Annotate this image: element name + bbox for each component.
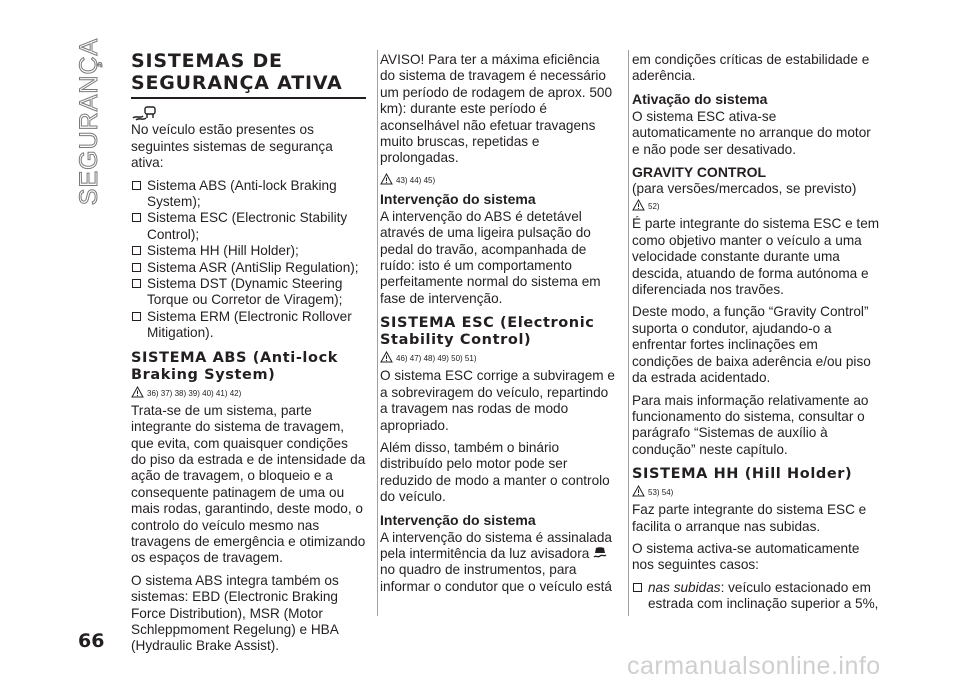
gravity-control-heading: GRAVITY CONTROL: [632, 164, 767, 181]
column-1: [131, 50, 366, 661]
list-item: Sistema HH (Hill Holder);: [131, 243, 366, 259]
gravity-paragraph-3: Para mais informação relativamente ao funcionamento do sistema, consultar o parágrafo “Sistemas de auxílio à condução” neste capítulo.: [632, 392, 869, 457]
esc-paragraph-2: Além disso, também o binário distribuído pelo motor pode ser reduzido de modo a manter o controlo do veículo.: [380, 439, 610, 505]
esc-intervention-text: A intervenção do sistema é assinalada pela intermitência da luz avisadora no quadro de instrumentos, para informar o condutor que o veículo está: [380, 529, 612, 594]
warning-triangle-icon: [632, 199, 645, 211]
list-item: Sistema ERM (Electronic Rollover Mitigation).: [131, 309, 366, 342]
abs-paragraph-1: Trata-se de um sistema, parte integrante do sistema de travagem, que evita, com quaisquer condições do piso da estrada e de intensidade da ação de travagem, o bloqueio e a consequente patinagem de uma ou mais rodas, garantindo, deste modo, o controlo do veículo mesmo nas travagens de emergência e otimizando os espaços de travagem.: [131, 402, 366, 566]
section-side-tab-label: SEGURANÇA: [75, 37, 104, 205]
activation-heading: Ativação do sistema: [632, 90, 768, 107]
list-item: Sistema ESC (Electronic Stability Control);: [131, 210, 366, 243]
warning-triangle-icon: [632, 485, 645, 497]
gravity-paragraph-2: Deste modo, a função “Gravity Control” suporta o condutor, ajudando-o a enfrentar fortes inclinações em condições de baixa aderência e/ou piso da estrada acidentado.: [632, 304, 871, 386]
warning-refs: [131, 386, 366, 398]
list-item: nas subidas: veículo estacionado em estrada com inclinação superior a 5%,: [632, 580, 882, 613]
warning-triangle-icon: [380, 351, 393, 363]
column-3: [632, 52, 882, 613]
esc-heading: SISTEMA ESC (Electronic Stability Control): [380, 315, 595, 349]
section-side-tab: [70, 37, 110, 205]
braking-notice: AVISO! Para ter a máxima eficiência do sistema de travagem é necessário um período de rodagem de aprox. 500 km): durante este período é aconselhável não efetuar travagens muito bruscas, repetidas e prolongadas.: [380, 52, 613, 166]
systems-list: [131, 178, 366, 342]
checkbox-bullet-icon: [633, 583, 642, 592]
intervention-heading: Intervenção do sistema: [380, 190, 536, 207]
warning-refs-text: 53) 54): [648, 488, 674, 498]
esc-warning-lamp-icon: [593, 546, 607, 560]
hh-heading: SISTEMA HH (Hill Holder): [632, 466, 853, 483]
hh-paragraph-1: Faz parte integrante do sistema ESC e facilita o arranque nas subidas.: [632, 502, 867, 534]
gravity-paragraph-1: É parte integrante do sistema ESC e tem como objetivo manter o veículo a uma velocidade constante durante uma descida, atuando de forma autónoma e diferenciada nos travões.: [632, 216, 880, 298]
checkbox-bullet-icon: [132, 263, 141, 272]
title-underline: [131, 97, 366, 99]
footer-watermark: carmanualsonline.info: [627, 652, 881, 680]
gravity-control-scope: (para versões/mercados, se previsto): [632, 181, 857, 197]
warning-refs-text: 36) 37) 38) 39) 40) 41) 42): [147, 388, 242, 398]
checkbox-bullet-icon: [132, 213, 141, 222]
abs-heading: SISTEMA ABS (Anti-lock Braking System): [131, 349, 339, 383]
warning-refs: [380, 173, 617, 185]
intervention-heading: Intervenção do sistema: [380, 511, 536, 528]
page-title-line-1: SISTEMAS DE: [131, 50, 283, 72]
warning-refs: [632, 485, 882, 497]
checkbox-bullet-icon: [132, 181, 141, 190]
page-number: 66: [78, 630, 105, 652]
warning-refs: [380, 351, 617, 363]
activation-text: O sistema ESC ativa-se automaticamente no arranque do motor e não pode ser desativado.: [632, 108, 871, 157]
column-divider: [377, 50, 378, 616]
checkbox-bullet-icon: [132, 279, 141, 288]
intro-text: No veículo estão presentes os seguintes sistemas de segurança ativa:: [131, 122, 333, 171]
traction-control-icon: [131, 105, 366, 121]
checkbox-bullet-icon: [132, 246, 141, 255]
abs-paragraph-2: O sistema ABS integra também os sistemas: EBD (Electronic Braking Force Distribution), MSR (Motor Schleppmoment Regelung) e HBA (Hydraulic Brake Assist).: [131, 572, 339, 654]
checkbox-bullet-icon: [132, 312, 141, 321]
page-title-line-2: SEGURANÇA ATIVA: [131, 72, 343, 94]
abs-intervention-text: A intervenção do ABS é detetável através de uma ligeira pulsação do pedal do travão, acompanhada de ruído: isto é um comportamento perfeitamente normal do sistema em fase de intervenção.: [380, 208, 601, 306]
list-item: Sistema ABS (Anti-lock Braking System);: [131, 178, 366, 211]
list-item: Sistema ASR (AntiSlip Regulation);: [131, 260, 366, 276]
warning-triangle-icon: [131, 386, 144, 398]
hh-paragraph-2: O sistema activa-se automaticamente nos seguintes casos:: [632, 540, 860, 573]
warning-refs: [632, 199, 882, 211]
warning-refs-text: 43) 44) 45): [396, 175, 436, 185]
esc-paragraph-1: O sistema ESC corrige a subviragem e a sobreviragem do veículo, repartindo a travagem nas rodas de modo apropriado.: [380, 368, 615, 433]
warning-triangle-icon: [380, 173, 393, 185]
column-2: [380, 52, 617, 601]
warning-refs-text: 46) 47) 48) 49) 50) 51): [396, 354, 477, 364]
warning-refs-text: 52): [648, 202, 660, 212]
esc-continuation-text: em condições críticas de estabilidade e aderência.: [632, 52, 870, 84]
column-divider: [628, 50, 629, 616]
list-item: Sistema DST (Dynamic Steering Torque ou Corretor de Viragem);: [131, 276, 366, 309]
